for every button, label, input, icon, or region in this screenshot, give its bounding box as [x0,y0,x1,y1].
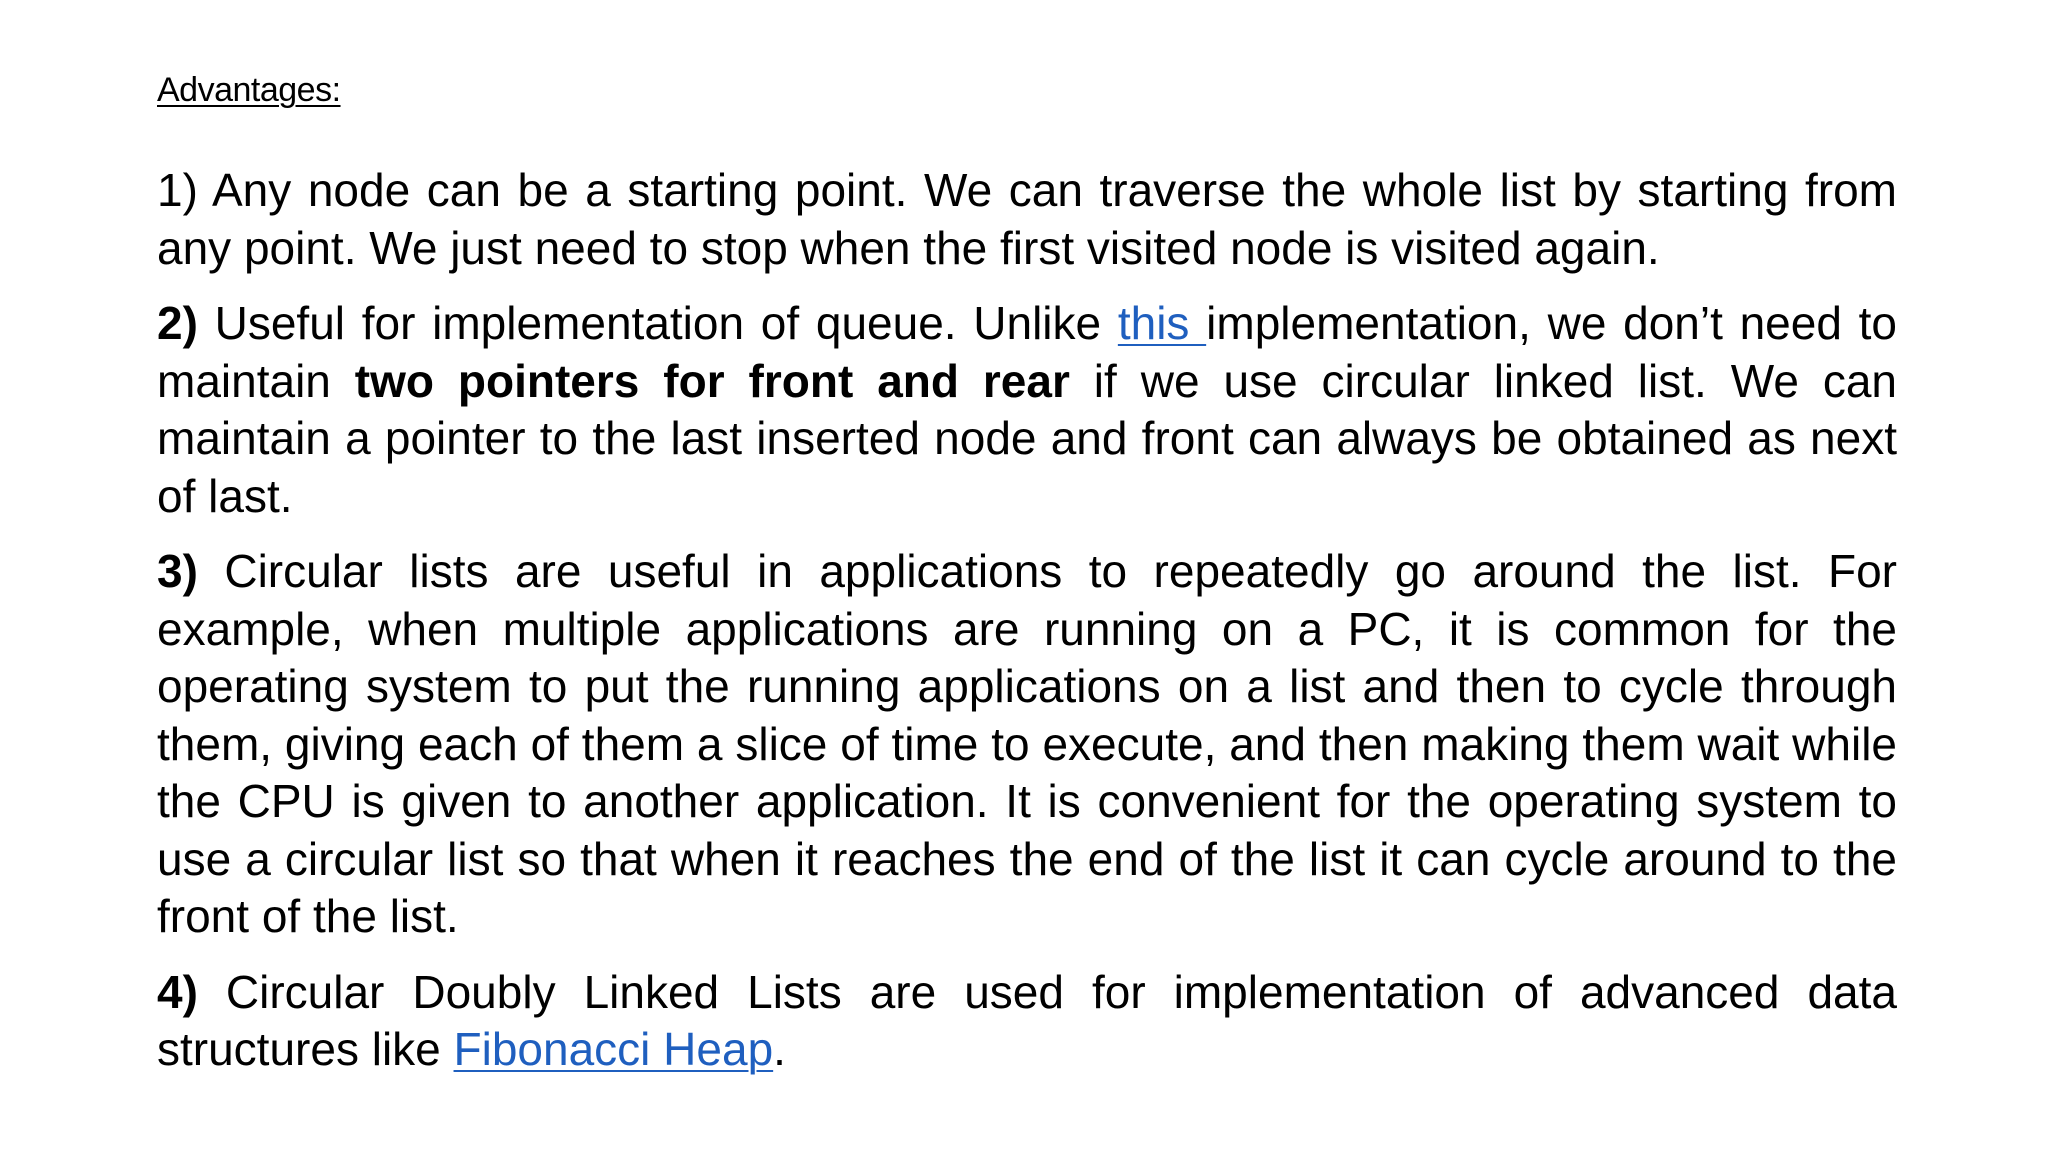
point-number: 4) [157,965,198,1018]
advantage-point-4 [157,964,1897,1079]
this-implementation-link[interactable]: this [1117,297,1207,349]
advantages-heading: Advantages: [157,71,341,109]
point-text: if we use circular linked list. We can maintain a pointer to the last inserted node and front can always be obtained as next of last. [157,354,1897,522]
point-text: Circular lists are useful in applications to repeatedly go around the list. For example, when multiple applications are running on a PC, it is common for the operating system to put the running applications on a list and then to cycle through them, giving each of them a slice of time to execute, and then making them wait while the CPU is given to another application. It is convenient for the operating system to use a circular list so that when it reaches the end of the list it can cycle around to the front of the list. [157,545,1897,942]
point-number: 3) [157,545,198,597]
advantage-point-1 [157,162,1897,277]
fibonacci-heap-link[interactable]: Fibonacci Heap [453,1023,774,1075]
slide-content [157,70,1897,1097]
point-text: Circular Doubly Linked Lists are used for implementation of advanced data structures like [157,965,1897,1075]
advantage-point-2 [157,295,1897,525]
point-bold-text: two pointers for front and rear [354,354,1070,407]
point-text: implementation, we don’t need to maintain [157,297,1897,407]
point-text: Any node can be a starting point. We can traverse the whole list by starting from any point. We just need to stop when the first visited node is visited again. [157,164,1897,274]
point-text: Useful for implementation of queue. Unlike [197,297,1118,349]
advantage-point-3 [157,543,1897,946]
point-number: 2) [157,297,198,349]
point-text: . [773,1023,786,1075]
point-number: 1) [157,164,198,216]
